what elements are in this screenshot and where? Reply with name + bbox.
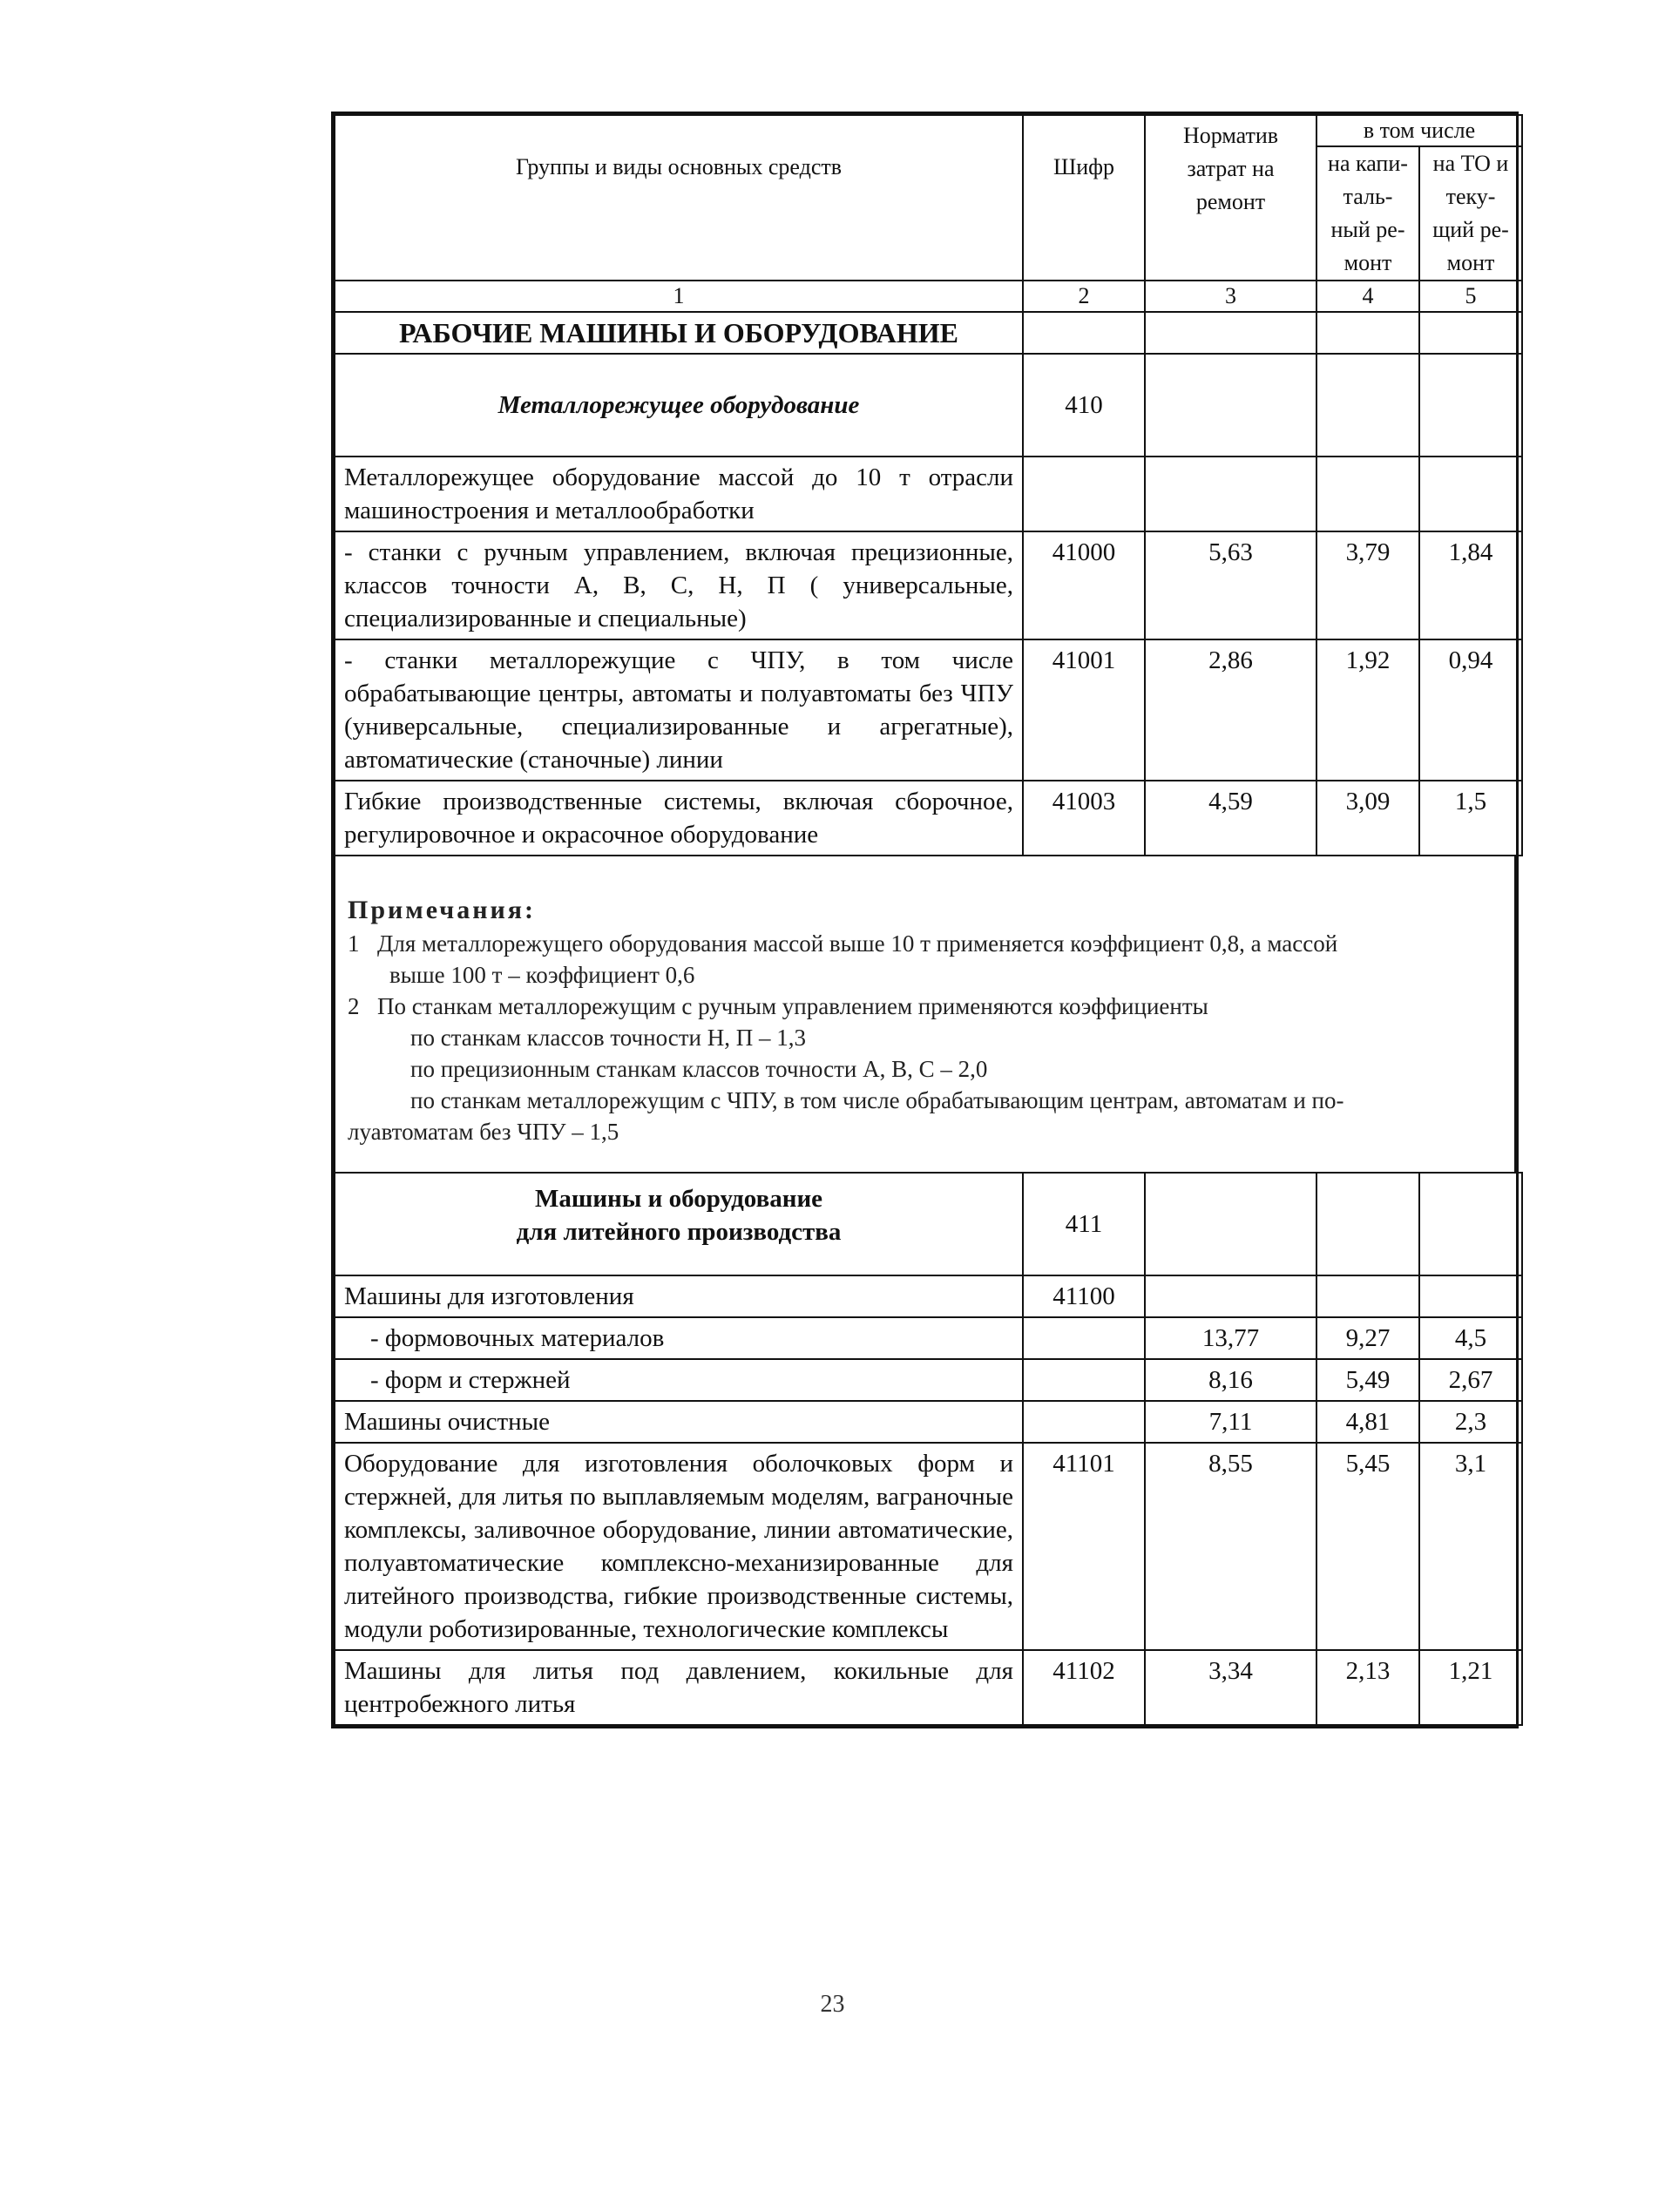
row-name: Гибкие производственные системы, включая сборочное, регулировочное и окрасочное оборудование	[335, 781, 1023, 856]
row-maintenance: 2,3	[1419, 1401, 1522, 1443]
row-maintenance: 1,21	[1419, 1650, 1522, 1725]
row-name: - формовочных материалов	[335, 1317, 1023, 1359]
row-capital	[1316, 1275, 1419, 1317]
table-row	[335, 1650, 1522, 1725]
row-capital: 3,79	[1316, 531, 1419, 639]
row-capital: 1,92	[1316, 639, 1419, 781]
row-name: Машины для литья под давлением, кокильные для центробежного литья	[335, 1650, 1023, 1725]
group-code: 410	[1023, 354, 1145, 457]
table-row	[335, 1275, 1522, 1317]
row-name: Машины очистные	[335, 1401, 1023, 1443]
section-title: РАБОЧИЕ МАШИНЫ И ОБОРУДОВАНИЕ	[335, 312, 1023, 354]
row-name: - форм и стержней	[335, 1359, 1023, 1401]
norms-table-top	[334, 114, 1523, 856]
row-capital: 9,27	[1316, 1317, 1419, 1359]
row-maintenance	[1419, 457, 1522, 531]
row-name: - станки металлорежущие с ЧПУ, в том числе обрабатывающие центры, автоматы и полуавтоматы без ЧПУ (универсальные, специализированные и агрегатные), автоматические (станочные) линии	[335, 639, 1023, 781]
col-number: 3	[1145, 281, 1316, 312]
group-title-line: Машины и оборудование	[534, 1185, 823, 1213]
table-row	[335, 1443, 1522, 1650]
table-row	[335, 781, 1522, 856]
group-code: 411	[1023, 1173, 1145, 1275]
table-row	[335, 531, 1522, 639]
col-number: 1	[335, 281, 1023, 312]
row-capital	[1316, 457, 1419, 531]
row-maintenance: 0,94	[1419, 639, 1522, 781]
note-text: выше 100 т – коэффициент 0,6	[389, 962, 695, 988]
table-row	[335, 1317, 1522, 1359]
note-text: по станкам классов точности Н, П – 1,3	[410, 1025, 806, 1051]
col-number: 2	[1023, 281, 1145, 312]
table-row	[335, 639, 1522, 781]
row-norm: 8,55	[1145, 1443, 1316, 1650]
norms-table-bottom	[334, 1172, 1523, 1726]
norms-sheet	[331, 112, 1519, 1728]
row-norm: 2,86	[1145, 639, 1316, 781]
row-norm: 3,34	[1145, 1650, 1316, 1725]
row-name: Металлорежущее оборудование массой до 10 т отрасли машиностроения и металлообработки	[335, 457, 1023, 531]
row-norm: 5,63	[1145, 531, 1316, 639]
page-number: 23	[820, 1991, 845, 2018]
row-name: Машины для изготовления	[335, 1275, 1023, 1317]
row-name: Оборудование для изготовления оболочковых форм и стержней, для литья по выплавляемым моделям, ваграночные комплексы, заливочное оборудование, линии автоматические, полуавтоматические комплексно-механизированные для литейного производства, гибкие производственные системы, модули роботизированные, технологические комплексы	[335, 1443, 1023, 1650]
header-code: Шифр	[1023, 115, 1145, 281]
row-code: 41003	[1023, 781, 1145, 856]
note-text: по станкам металлорежущим с ЧПУ, в том числе обрабатывающим центрам, автоматам и по-	[410, 1087, 1344, 1113]
header-maintenance: на ТО и теку-щий ре-монт	[1419, 146, 1522, 281]
notes-block	[334, 856, 1516, 1172]
row-norm	[1145, 457, 1316, 531]
row-code: 41001	[1023, 639, 1145, 781]
row-maintenance: 2,67	[1419, 1359, 1522, 1401]
notes-title: Примечания:	[348, 896, 537, 924]
row-norm: 7,11	[1145, 1401, 1316, 1443]
group-title: Металлорежущее оборудование	[335, 354, 1023, 457]
row-capital: 5,49	[1316, 1359, 1419, 1401]
row-maintenance: 4,5	[1419, 1317, 1522, 1359]
row-maintenance: 3,1	[1419, 1443, 1522, 1650]
row-norm: 4,59	[1145, 781, 1316, 856]
row-capital: 3,09	[1316, 781, 1419, 856]
col-number: 5	[1419, 281, 1522, 312]
note-text: Для металлорежущего оборудования массой выше 10 т применяется коэффициент 0,8, а массой	[377, 930, 1338, 957]
col-number: 4	[1316, 281, 1419, 312]
header-groups: Группы и виды основных средств	[335, 115, 1023, 281]
row-norm: 13,77	[1145, 1317, 1316, 1359]
table-row	[335, 1359, 1522, 1401]
row-code: 41102	[1023, 1650, 1145, 1725]
table-row	[335, 457, 1522, 531]
header-including: в том числе	[1316, 115, 1522, 146]
note-text: по прецизионным станкам классов точности А, В, С – 2,0	[410, 1056, 988, 1082]
row-norm	[1145, 1275, 1316, 1317]
row-code	[1023, 457, 1145, 531]
row-name: - станки с ручным управлением, включая прецизионные, классов точности А, В, С, Н, П ( универсальные, специализированные и специальные)	[335, 531, 1023, 639]
row-code	[1023, 1317, 1145, 1359]
row-maintenance: 1,5	[1419, 781, 1522, 856]
row-code	[1023, 1359, 1145, 1401]
row-code: 41100	[1023, 1275, 1145, 1317]
group-title-line: для литейного производства	[516, 1218, 842, 1246]
table-row	[335, 1401, 1522, 1443]
row-capital: 4,81	[1316, 1401, 1419, 1443]
row-capital: 5,45	[1316, 1443, 1419, 1650]
header-norm: Норматив затрат на ремонт	[1145, 115, 1316, 281]
row-code	[1023, 1401, 1145, 1443]
header-capital-repair: на капи-таль-ный ре-монт	[1316, 146, 1419, 281]
row-capital: 2,13	[1316, 1650, 1419, 1725]
note-text: По станкам металлорежущим с ручным управлением применяются коэффициенты	[377, 993, 1208, 1019]
note-text: луавтоматам без ЧПУ – 1,5	[348, 1119, 619, 1145]
group-title	[335, 1173, 1023, 1275]
note-number: 1	[348, 930, 360, 957]
row-code: 41101	[1023, 1443, 1145, 1650]
row-maintenance: 1,84	[1419, 531, 1522, 639]
row-norm: 8,16	[1145, 1359, 1316, 1401]
row-code: 41000	[1023, 531, 1145, 639]
row-maintenance	[1419, 1275, 1522, 1317]
note-number: 2	[348, 993, 360, 1019]
